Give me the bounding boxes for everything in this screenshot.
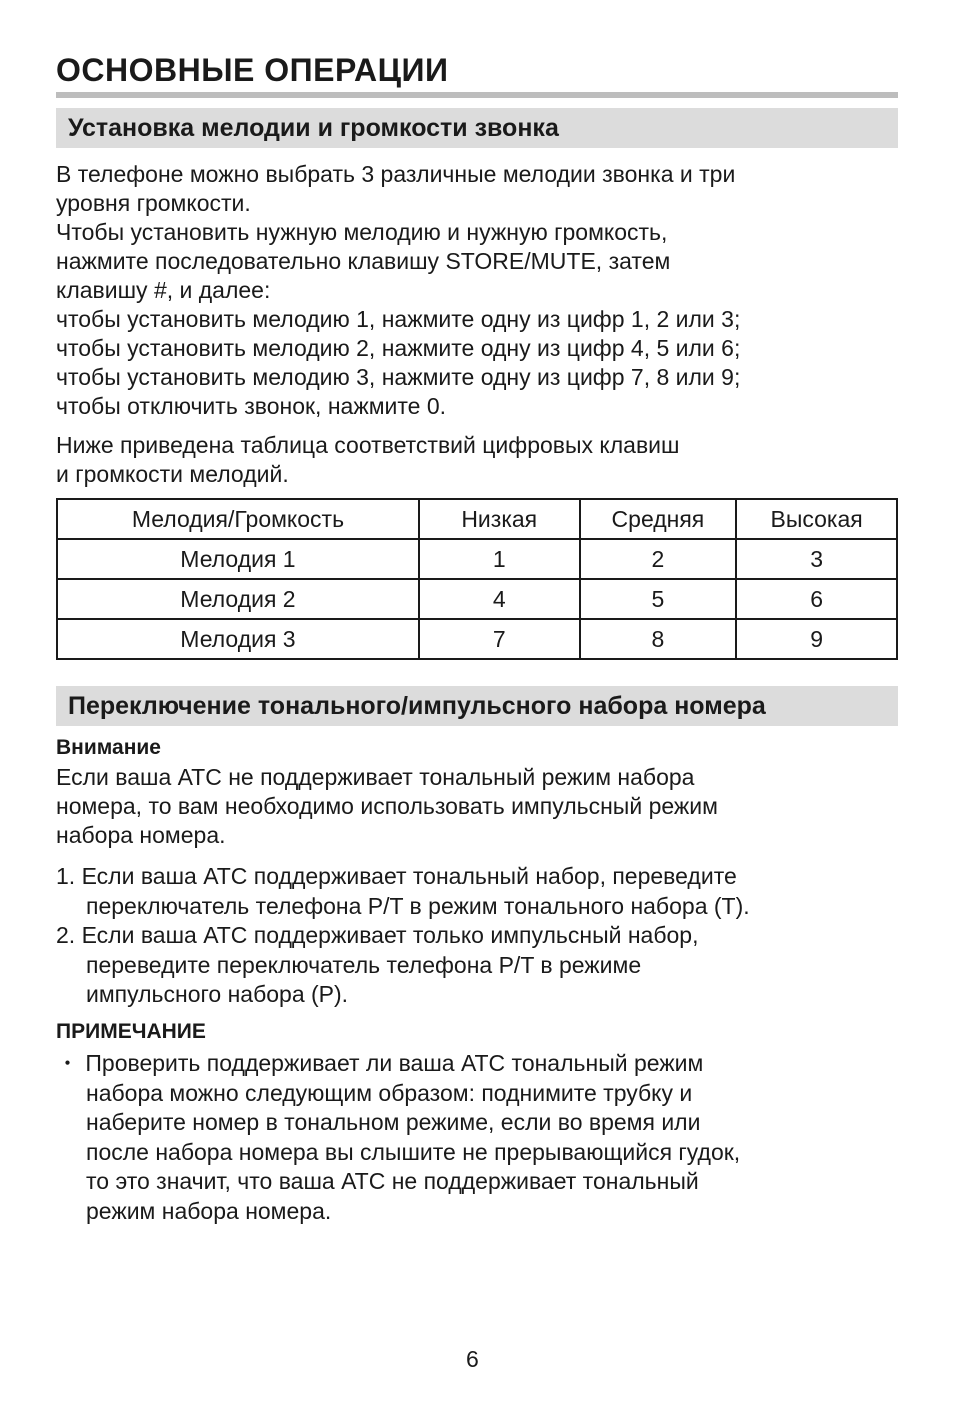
title-underline [56, 92, 898, 98]
table-row [57, 579, 897, 619]
attention-label: Внимание [56, 736, 161, 759]
text-line: В телефоне можно выбрать 3 различные мелодии звонка и три [56, 161, 736, 187]
table-cell: Мелодия 2 [57, 579, 419, 619]
table-cell: Мелодия 3 [57, 619, 419, 659]
header-cell: Низкая [419, 499, 580, 539]
text-line: чтобы установить мелодию 3, нажмите одну из цифр 7, 8 или 9; [56, 364, 741, 390]
text-line: 1. Если ваша АТС поддерживает тональный набор, переведите [56, 863, 737, 889]
text-line: переведите переключатель телефона P/T в режиме [86, 951, 642, 978]
text-line: Чтобы установить нужную мелодию и нужную громкость, [56, 219, 668, 245]
list-item [56, 921, 898, 1010]
table-cell: 3 [736, 539, 897, 579]
text-line: то это значит, что ваша АТС не поддерживает тональный [86, 1168, 699, 1194]
text-line: Ниже приведена таблица соответствий цифровых клавиш [56, 432, 680, 458]
text-line: чтобы установить мелодию 1, нажмите одну из цифр 1, 2 или 3; [56, 306, 741, 332]
table-cell: 9 [736, 619, 897, 659]
text-line: ・ Проверить поддерживает ли ваша АТС тональный режим [56, 1050, 704, 1076]
header-cell: Мелодия/Громкость [57, 499, 419, 539]
text-line: после набора номера вы слышите не прерывающийся гудок, [86, 1138, 741, 1165]
text-line: нажмите последовательно клавишу STORE/MUTE, затем [56, 248, 671, 274]
list-item [56, 1049, 898, 1226]
table-cell: 4 [419, 579, 580, 619]
list-item [56, 862, 898, 921]
table-cell: 5 [580, 579, 737, 619]
text-line: Если ваша АТС не поддерживает тональный режим набора [56, 764, 695, 790]
note-label: ПРИМЕЧАНИЕ [56, 1020, 206, 1043]
text-line: клавишу #, и далее: [56, 277, 271, 303]
text-line: номера, то вам необходимо использовать импульсный режим [56, 793, 718, 819]
header-cell: Средняя [580, 499, 737, 539]
text-line: набора номера. [56, 822, 226, 848]
text-line: режим набора номера. [86, 1197, 332, 1224]
table-cell: 8 [580, 619, 737, 659]
table-header-row [57, 499, 897, 539]
section-heading-ringtone: Установка мелодии и громкости звонка [56, 108, 898, 148]
text-line: переключатель телефона P/T в режим тонального набора (T). [86, 892, 750, 919]
table-intro [56, 431, 898, 489]
text-line: чтобы установить мелодию 2, нажмите одну из цифр 4, 5 или 6; [56, 335, 741, 361]
section-heading-dialing-mode: Переключение тонального/импульсного набора номера [56, 686, 898, 726]
table-cell: 6 [736, 579, 897, 619]
dialing-steps [56, 862, 898, 1010]
melody-volume-table [56, 498, 898, 660]
page-title: ОСНОВНЫЕ ОПЕРАЦИИ [56, 52, 449, 88]
table-cell: Мелодия 1 [57, 539, 419, 579]
text-line: импульсного набора (P). [86, 981, 349, 1007]
header-cell: Высокая [736, 499, 897, 539]
text-line: наберите номер в тональном режиме, если во время или [86, 1109, 701, 1135]
table-cell: 1 [419, 539, 580, 579]
table-row [57, 539, 897, 579]
text-line: 2. Если ваша АТС поддерживает только импульсный набор, [56, 922, 699, 948]
note-list [56, 1049, 898, 1226]
table-cell: 2 [580, 539, 737, 579]
attention-text [56, 763, 898, 850]
ringtone-instructions [56, 160, 898, 421]
text-line: и громкости мелодий. [56, 461, 289, 487]
text-line: уровня громкости. [56, 190, 251, 216]
text-line: чтобы отключить звонок, нажмите 0. [56, 393, 447, 419]
page-number: 6 [466, 1346, 479, 1372]
table-cell: 7 [419, 619, 580, 659]
text-line: набора можно следующим образом: поднимите трубку и [86, 1079, 693, 1106]
table-row [57, 619, 897, 659]
